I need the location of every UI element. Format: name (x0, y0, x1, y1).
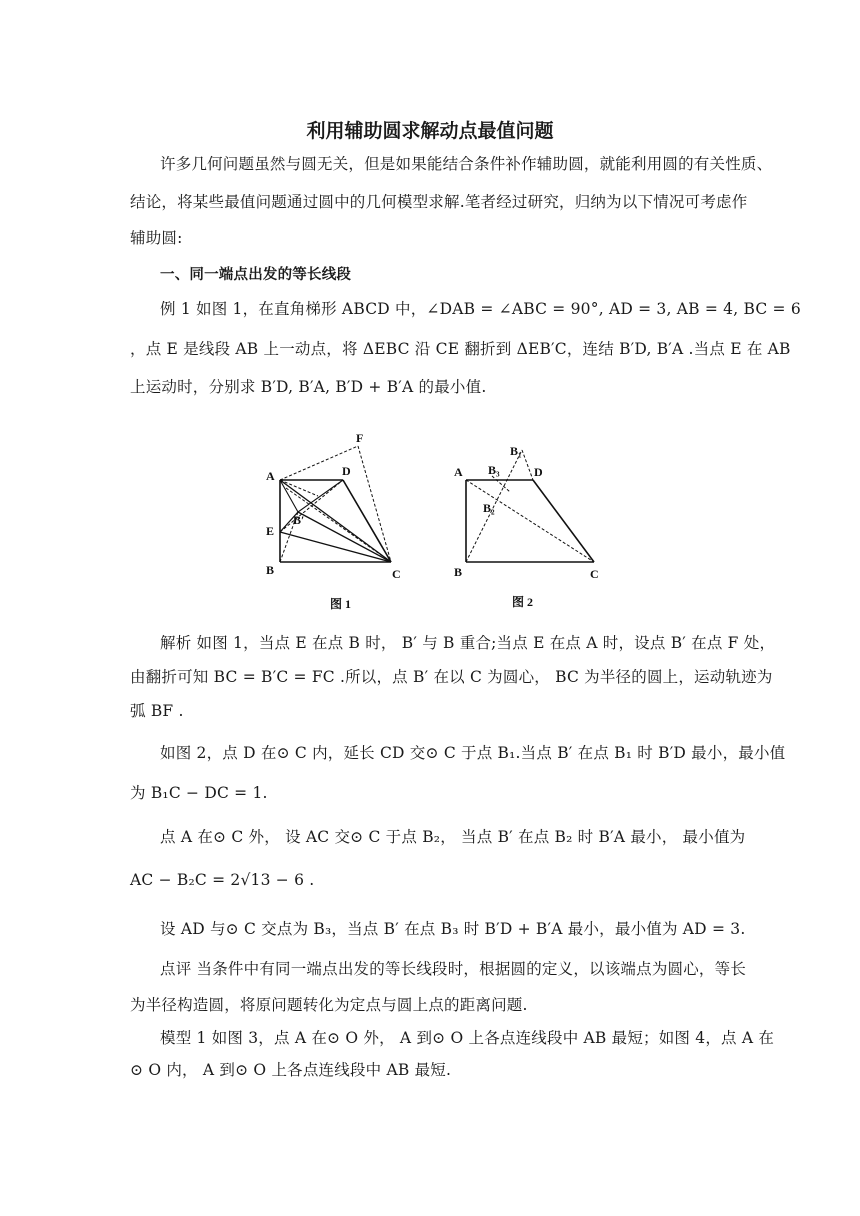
fig2-para-line-1: 如图 2，点 D 在⊙ C 内，延长 CD 交⊙ C 于点 B₁.当点 B′ 在点 B₁ 时 B′D 最小，最小值 (160, 744, 786, 762)
intro-line-2: 结论，将某些最值问题通过圆中的几何模型求解.笔者经过研究，归纳为以下情况可考虑作 (130, 193, 748, 211)
intro-line-3: 辅助圆: (130, 229, 183, 247)
label-B: B (266, 563, 275, 577)
figure-1-caption: 图 1 (330, 597, 352, 611)
intro-line-1: 许多几何问题虽然与圆无关，但是如果能结合条件补作辅助圆，就能利用圆的有关性质、 (160, 155, 773, 173)
model1-line-1: 模型 1 如图 3，点 A 在⊙ O 外， A 到⊙ O 上各点连线段中 AB 最短；如图 4，点 A 在 (160, 1029, 775, 1047)
label-B2: B₂ (483, 501, 495, 515)
comment-line-2: 为半径构造圆，将原问题转化为定点与圆上点的距离问题. (130, 996, 528, 1014)
label-C: C (590, 567, 599, 581)
label-C: C (392, 567, 401, 581)
label-D: D (342, 464, 351, 478)
label-A: A (454, 465, 463, 479)
pointA-para-line-1: 点 A 在⊙ C 外， 设 AC 交⊙ C 于点 B₂， 当点 B′ 在点 B₂ 时 B′A 最小， 最小值为 (160, 828, 746, 846)
analysis-line-3: 弧 BF . (130, 702, 184, 720)
label-B: B (454, 565, 463, 579)
analysis-line-2: 由翻折可知 BC = B′C = FC .所以，点 B′ 在以 C 为圆心， BC 为半径的圆上，运动轨迹为 (130, 668, 773, 686)
label-B-prime: B′ (293, 513, 305, 527)
example1-line-1: 例 1 如图 1，在直角梯形 ABCD 中，∠DAB = ∠ABC = 90°, AD = 3, AB = 4, BC = 6 (160, 300, 801, 318)
label-A: A (266, 469, 275, 483)
label-F: F (356, 431, 364, 445)
page-title: 利用辅助圆求解动点最值问题 (306, 120, 554, 142)
analysis-line-1: 解析 如图 1，当点 E 在点 B 时， B′ 与 B 重合;当点 E 在点 A 时，设点 B′ 在点 F 处， (160, 634, 776, 652)
model1-line-2: ⊙ O 内， A 到⊙ O 上各点连线段中 AB 最短. (130, 1061, 452, 1079)
figure-1 (258, 428, 428, 620)
figure-2-caption: 图 2 (512, 595, 534, 609)
example1-line-3: 上运动时，分别求 B′D, B′A, B′D + B′A 的最小值. (130, 378, 487, 396)
label-B1: B₁ (510, 444, 522, 458)
label-D: D (534, 465, 543, 479)
fig2-para-line-2: 为 B₁C − DC = 1. (130, 784, 268, 802)
figure-1-diagram (258, 428, 428, 616)
label-E: E (266, 524, 275, 538)
b3-para: 设 AD 与⊙ C 交点为 B₃，当点 B′ 在点 B₃ 时 B′D + B′A 最小，最小值为 AD = 3. (160, 920, 746, 938)
section-heading: 一、同一端点出发的等长线段 (160, 267, 352, 283)
figure-2 (450, 436, 610, 620)
pointA-para-line-2: AC − B₂C = 2√13 − 6 . (130, 871, 315, 889)
example1-line-2: ，点 E 是线段 AB 上一动点，将 ΔEBC 沿 CE 翻折到 ΔEB′C，连结 B′D, B′A .当点 E 在 AB (130, 340, 791, 358)
figure-2-diagram (450, 436, 610, 616)
comment-line-1: 点评 当条件中有同一端点出发的等长线段时，根据圆的定义，以该端点为圆心，等长 (160, 960, 747, 978)
label-B3: B₃ (488, 463, 500, 477)
